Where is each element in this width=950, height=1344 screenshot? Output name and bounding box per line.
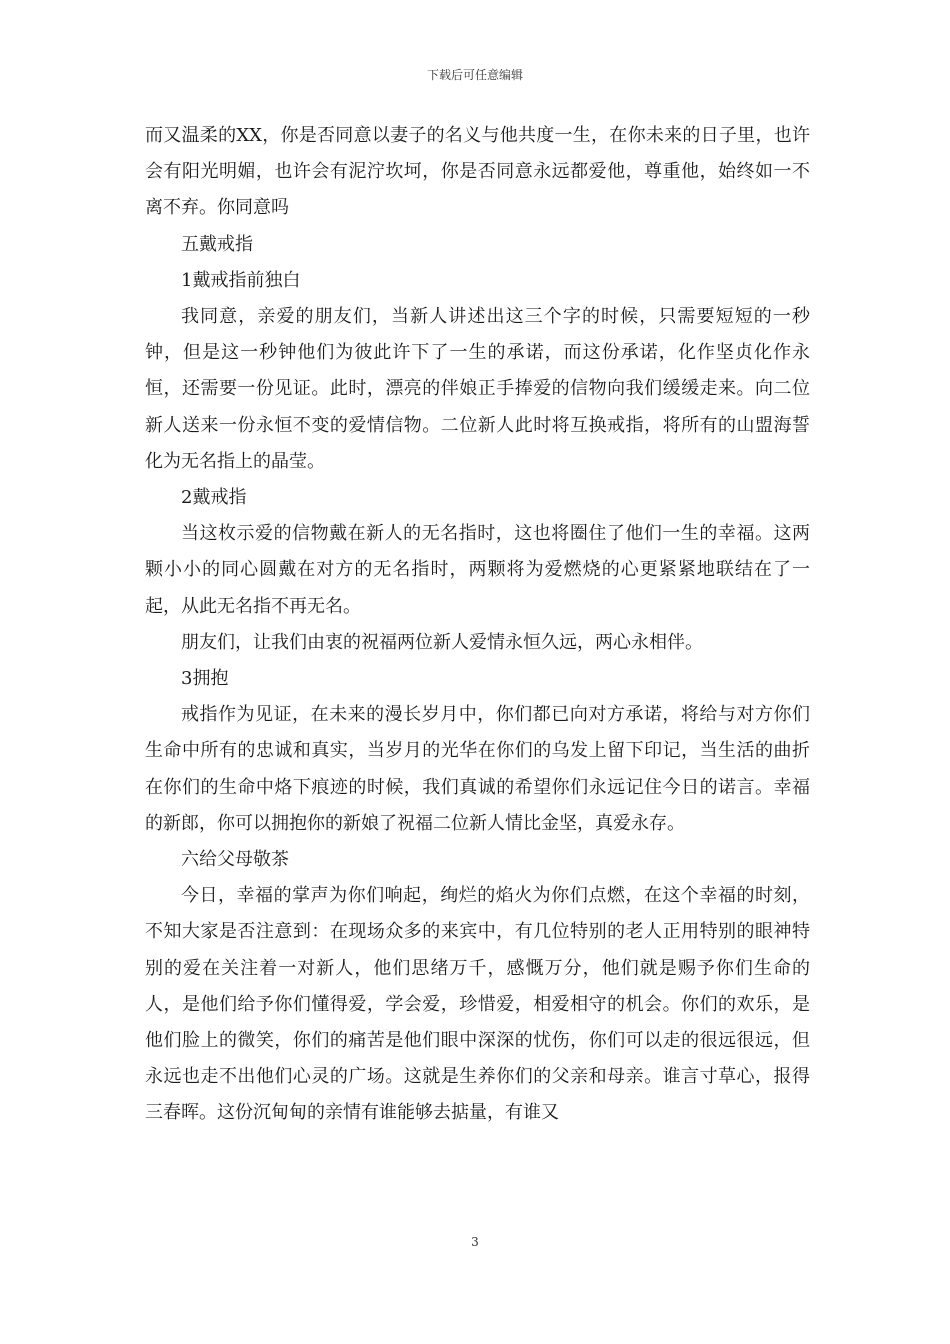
paragraph-blessing: 朋友们，让我们由衷的祝福两位新人爱情永恒久远，两心永相伴。 [181, 631, 703, 653]
page-header-note: 下载后可任意编辑 [426, 68, 523, 82]
section-heading-ring: 五戴戒指 [181, 233, 253, 255]
subheading-wear-ring: 2戴戒指 [181, 487, 247, 509]
section-heading-tea: 六给父母敬茶 [181, 849, 289, 871]
paragraph-wear-ring: 当这枚示爱的信物戴在新人的无名指时，这也将圈住了他们一生的幸福。这两颗小小的同心圆戴在对方的无名指时，两颗将为爱燃烧的心更紧紧地联结在了一起，从此无名指不再无名。 [145, 523, 810, 617]
page-number: 3 [471, 1235, 479, 1249]
subheading-hug: 3拥抱 [181, 668, 229, 690]
paragraph-hug: 戒指作为见证，在未来的漫长岁月中，你们都已向对方承诺，将给与对方你们生命中所有的忠诚和真实，当岁月的光华在你们的乌发上留下印记，当生活的曲折在你们的生命中烙下痕迹的时候，我们真诚的希望你们永远记住今日的诺言。幸福的新郎，你可以拥抱你的新娘了祝福二位新人情比金坚，真爱永存。 [145, 704, 810, 834]
paragraph-1: 而又温柔的XX，你是否同意以妻子的名义与他共度一生，在你未来的日子里，也许会有阳光明媚，也许会有泥泞坎坷，你是否同意永远都爱他，尊重他，始终如一不离不弃。你同意吗 [145, 125, 810, 219]
paragraph-ring-monologue: 我同意，亲爱的朋友们，当新人讲述出这三个字的时候，只需要短短的一秒钟，但是这一秒钟他们为彼此许下了一生的承诺，而这份承诺，化作坚贞化作永恒，还需要一份见证。此时，漂亮的伴娘正手捧爱的信物向我们缓缓走来。向二位新人送来一份永恒不变的爱情信物。二位新人此时将互换戒指，将所有的山盟海誓化为无名指上的晶莹。 [145, 306, 810, 472]
document-body [145, 118, 810, 1132]
paragraph-tea: 今日，幸福的掌声为你们响起，绚烂的焰火为你们点燃，在这个幸福的时刻，不知大家是否注意到：在现场众多的来宾中，有几位特别的老人正用特别的眼神特别的爱在关注着一对新人，他们思绪万千，感慨万分，他们就是赐予你们生命的人，是他们给予你们懂得爱，学会爱，珍惜爱，相爱相守的机会。你们的欢乐，是他们脸上的微笑，你们的痛苦是他们眼中深深的忧伤，你们可以走的很远很远，但永远也走不出他们心灵的广场。这就是生养你们的父亲和母亲。谁言寸草心，报得三春晖。这份沉甸甸的亲情有谁能够去掂量，有谁又 [145, 885, 810, 1124]
subheading-ring-monologue: 1戴戒指前独白 [181, 269, 301, 291]
